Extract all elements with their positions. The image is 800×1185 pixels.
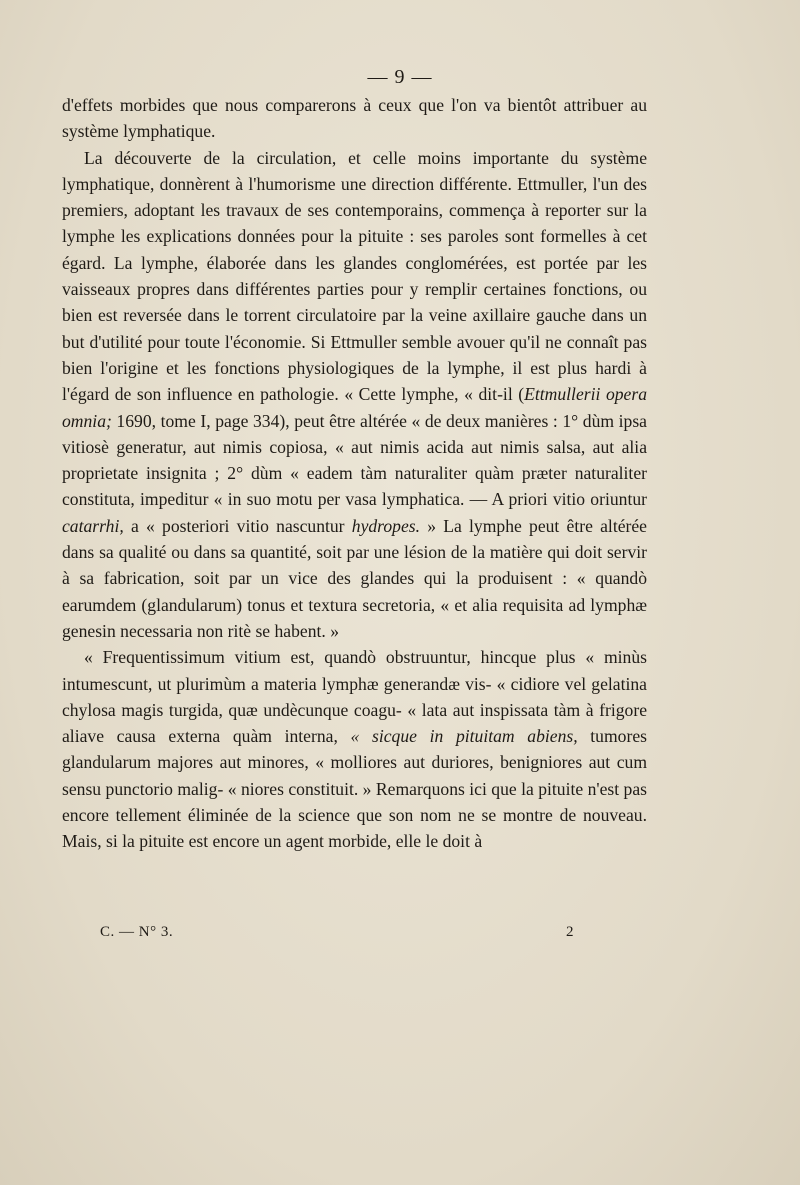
- paragraph-2-text: La découverte de la circulation, et celle moins importante du système lymphatique, donnèrent à l'humorisme une direction différente. Ettmuller, l'un des premiers, adoptant les travaux de ses contemporains, commença à reporter sur la lymphe les explications données pour la pituite : ses paroles sont formelles à cet égard. La lymphe, élaborée dans les glandes conglomérées, est portée par les vaisseaux propres dans différentes parties pour y remplir certaines fonctions, ou bien est reversée dans le torrent circulatoire par la veine axillaire gauche dans un but d'utilité pour toute l'économie. Si Ettmuller semble avouer qu'il ne connaît pas bien l'origine et les fonctions physiologiques de la lymphe, il est plus hardi à l'égard de son influence en pathologie. « Cette lymphe, « dit-il (: [62, 147, 647, 405]
- term-hydropes: hydropes.: [351, 515, 421, 536]
- paragraph-1: d'effets morbides que nous comparerons à ceux que l'on va bientôt attribuer au système lymphatique.: [62, 95, 647, 142]
- page-number: — 9 —: [367, 66, 433, 88]
- paragraph-3-text: « Frequentissimum vitium est, quandò obstruuntur, hincque plus « minùs intumescunt, ut plurimùm a materia lymphæ generandæ vis- « cidiore vel gelatina chylosa magis turgida, quæ undècunque coagu- « lata aut inspissata tàm à frigore aliave causa externa quàm interna,: [62, 647, 647, 747]
- paragraph-2-cont-2: a « posteriori vitio nascuntur: [123, 515, 352, 536]
- term-catarrhi: catarrhi,: [62, 515, 124, 536]
- paragraph-2-cont: 1690, tome I, page 334), peut être altérée « de deux manières : 1° dùm ipsa vitiosè generatur, aut nimis copiosa, « aut nimis acida aut nimis salsa, aut alia proprietate insignita ; 2° dùm « eadem tàm naturaliter quàm præter naturaliter constituta, impeditur « in suo motu per vasa lymphatica. — A priori vitio oriuntur: [62, 410, 647, 510]
- paragraph-3-end: tumores glandularum majores aut minores, « molliores aut duriores, benigniores aut cum sensu punctorio malig- « niores constituit. » Remarquons ici que la pituite n'est pas encore tellement éliminée de la science que son nom ne se montre de nouveau. Mais, si la pituite est encore un agent morbide, elle le doit à: [62, 726, 647, 852]
- paragraph-2: [62, 145, 647, 645]
- paragraph-2-end: » La lymphe peut être altérée dans sa qualité ou dans sa quantité, soit par une lésion de la matière qui doit servir à sa fabrication, soit par un vice des glandes qui la produisent : « quandò earumdem (glandularum) tonus et textura secretoria, « et alia requisita ad lymphæ genesin necessaria non ritè se habent. »: [62, 515, 647, 641]
- phrase-pituitam: « sicque in pituitam abiens,: [350, 726, 578, 747]
- body-text: [62, 92, 647, 855]
- signature-number: 2: [566, 924, 574, 940]
- citation-title: Ettmullerii opera omnia;: [62, 384, 647, 431]
- signature-mark: C. — N° 3.: [100, 924, 174, 940]
- paragraph-3: [62, 644, 647, 854]
